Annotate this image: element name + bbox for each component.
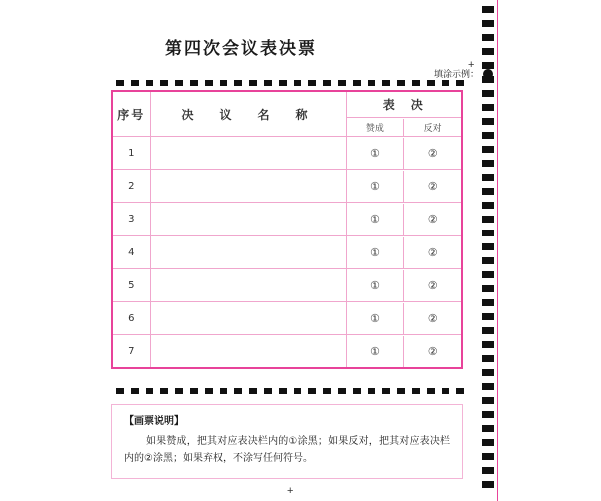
registration-cross-top-right: + (468, 59, 475, 71)
perforation-tick (353, 388, 361, 394)
row-resolution-name[interactable] (150, 203, 346, 236)
perforation-tick (338, 388, 346, 394)
vote-agree-bubble[interactable]: ① (347, 237, 404, 268)
perforation-tick (131, 80, 139, 86)
fill-example-label: 填涂示例： (433, 70, 479, 80)
vote-oppose-bubble[interactable]: ② (427, 146, 438, 160)
perforation-tick (442, 80, 450, 86)
perforation-tick (482, 411, 494, 418)
vote-agree-bubble[interactable]: ① (347, 204, 404, 235)
perforation-tick (482, 299, 494, 306)
row-number: 6 (112, 302, 150, 335)
perforation-tick (482, 48, 494, 55)
perforation-tick (482, 355, 494, 362)
perforation-tick (116, 80, 124, 86)
perforation-tick (264, 388, 272, 394)
perforation-tick (427, 80, 435, 86)
perforation-tick (482, 439, 494, 446)
perforation-tick (482, 6, 494, 13)
perforation-tick (482, 174, 494, 181)
perforation-tick (308, 388, 316, 394)
perforation-tick (190, 388, 198, 394)
row-vote-cell (346, 302, 462, 335)
perforation-tick (264, 80, 272, 86)
perforation-tick (160, 388, 168, 394)
row-vote-cell (346, 335, 462, 369)
perforation-tick (190, 80, 198, 86)
perforation-tick (368, 80, 376, 86)
row-resolution-name[interactable] (150, 335, 346, 369)
table-row (112, 236, 462, 269)
perforation-tick (482, 243, 494, 250)
perforation-tick (116, 388, 124, 394)
vote-oppose-bubble[interactable]: ② (427, 311, 438, 325)
perforation-tick (482, 341, 494, 348)
perforation-tick (482, 132, 494, 139)
perforation-row-bottom (116, 388, 471, 394)
perforation-tick (482, 230, 494, 237)
perforation-tick (482, 467, 494, 474)
perforation-tick (456, 388, 464, 394)
perforation-tick (397, 388, 405, 394)
perforation-tick (482, 397, 494, 404)
perforation-tick (323, 80, 331, 86)
instructions-box (111, 404, 463, 479)
vote-oppose-bubble[interactable]: ② (427, 179, 438, 193)
perforation-row-top (116, 80, 471, 86)
row-number: 3 (112, 203, 150, 236)
perforation-tick (442, 388, 450, 394)
header-vote-subcells (346, 118, 462, 137)
table-row (112, 137, 462, 170)
cut-line (497, 0, 498, 501)
perforation-tick (382, 80, 390, 86)
vote-oppose-bubble[interactable]: ② (427, 212, 438, 226)
perforation-tick (279, 80, 287, 86)
perforation-tick (205, 80, 213, 86)
instructions-body: 如果赞成，把其对应表决栏内的①涂黑；如果反对，把其对应表决栏内的②涂黑；如果弃权，不涂写任何符号。 (124, 435, 450, 464)
table-row (112, 335, 462, 369)
perforation-tick (131, 388, 139, 394)
perforation-tick (146, 388, 154, 394)
perforation-tick (482, 313, 494, 320)
perforation-tick (160, 80, 168, 86)
perforation-tick (482, 62, 494, 69)
perforation-tick (353, 80, 361, 86)
table-row (112, 203, 462, 236)
perforation-tick (412, 80, 420, 86)
perforation-tick (175, 388, 183, 394)
perforation-tick (482, 76, 494, 83)
ballot-table (111, 90, 463, 369)
perforation-tick (482, 20, 494, 27)
perforation-tick (368, 388, 376, 394)
perforation-tick (482, 104, 494, 111)
perforation-tick (427, 388, 435, 394)
perforation-tick (220, 388, 228, 394)
vote-agree-bubble[interactable]: ① (347, 171, 404, 202)
page-title: 第四次会议表决票 (165, 39, 317, 59)
vote-agree-bubble[interactable]: ① (347, 138, 404, 169)
perforation-tick (294, 388, 302, 394)
perforation-tick (482, 271, 494, 278)
table-row (112, 302, 462, 335)
table-row (112, 170, 462, 203)
perforation-tick (482, 202, 494, 209)
row-resolution-name[interactable] (150, 269, 346, 302)
perforation-tick (482, 453, 494, 460)
perforation-tick (205, 388, 213, 394)
perforation-tick (482, 34, 494, 41)
row-number: 7 (112, 335, 150, 369)
perforation-tick (412, 388, 420, 394)
perforation-tick (397, 80, 405, 86)
row-vote-cell (346, 170, 462, 203)
registration-cross-bottom-center: + (287, 485, 294, 497)
header-agree: 赞成 (347, 119, 404, 136)
perforation-tick (234, 388, 242, 394)
perforation-tick (249, 80, 257, 86)
perforation-tick (482, 383, 494, 390)
perforation-tick (249, 388, 257, 394)
header-oppose: 反对 (423, 123, 442, 134)
header-vote: 表 决 (346, 91, 462, 118)
row-vote-cell (346, 269, 462, 302)
perforation-tick (482, 327, 494, 334)
perforation-tick (323, 388, 331, 394)
perforation-tick (482, 285, 494, 292)
row-resolution-name[interactable] (150, 302, 346, 335)
perforation-tick (382, 388, 390, 394)
perforation-tick (482, 369, 494, 376)
perforation-tick (482, 90, 494, 97)
perforation-tick (279, 388, 287, 394)
perforation-tick (294, 80, 302, 86)
perforation-tick (338, 80, 346, 86)
row-number: 1 (112, 137, 150, 170)
row-vote-cell (346, 203, 462, 236)
row-resolution-name[interactable] (150, 236, 346, 269)
vote-oppose-bubble[interactable]: ② (427, 245, 438, 259)
table-header-row (112, 91, 462, 118)
perforation-tick (482, 481, 494, 488)
vote-agree-bubble[interactable]: ① (347, 336, 404, 367)
perforation-tick (482, 216, 494, 223)
perforation-tick (482, 425, 494, 432)
instructions-title: 【画票说明】 (124, 416, 184, 427)
perforation-tick (482, 146, 494, 153)
row-vote-cell (346, 236, 462, 269)
row-number: 4 (112, 236, 150, 269)
perforation-tick (175, 80, 183, 86)
header-name: 决 议 名 称 (150, 91, 346, 137)
table-row (112, 269, 462, 302)
row-resolution-name[interactable] (150, 170, 346, 203)
perforation-tick (308, 80, 316, 86)
perforation-tick (234, 80, 242, 86)
perforation-column-right (482, 6, 494, 495)
row-vote-cell (346, 137, 462, 170)
perforation-tick (482, 118, 494, 125)
perforation-tick (482, 160, 494, 167)
header-no: 序号 (112, 91, 150, 137)
row-number: 2 (112, 170, 150, 203)
perforation-tick (220, 80, 228, 86)
vote-agree-bubble[interactable]: ① (347, 270, 404, 301)
row-number: 5 (112, 269, 150, 302)
row-resolution-name[interactable] (150, 137, 346, 170)
vote-oppose-bubble[interactable]: ② (427, 344, 438, 358)
perforation-tick (482, 188, 494, 195)
perforation-tick (146, 80, 154, 86)
perforation-tick (456, 80, 464, 86)
vote-oppose-bubble[interactable]: ② (427, 278, 438, 292)
vote-agree-bubble[interactable]: ① (347, 303, 404, 334)
perforation-tick (482, 257, 494, 264)
